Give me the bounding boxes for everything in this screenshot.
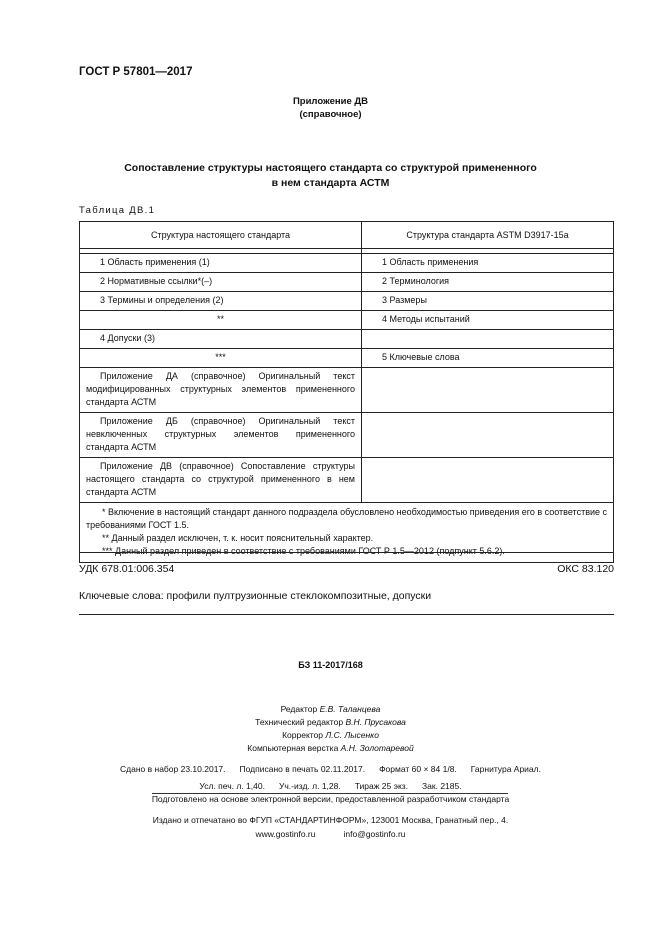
table-row (80, 349, 614, 368)
pub-sheets: Уч.-изд. л. 1,28. (278, 781, 341, 791)
udk-code: УДК 678.01:006.354 (79, 563, 175, 575)
footnote: ** Данный раздел исключен, т. к. носит пояснительный характер. (102, 533, 374, 543)
appendix-label: Приложение ДБ (справочное) Оригинальный текст (100, 416, 355, 426)
structure-comparison-table (79, 221, 614, 563)
column-header-left: Структура настоящего стандарта (80, 222, 362, 249)
table-row (80, 330, 614, 349)
credit-name: А.Н. Золотаревой (340, 743, 414, 753)
row-left-cell: ** (80, 311, 362, 330)
sign-date: Подписано в печать 02.11.2017. (239, 764, 366, 774)
standard-number: ГОСТ Р 57801—2017 (79, 66, 193, 78)
credit-line (0, 704, 661, 714)
table-caption: Таблица ДВ.1 (79, 205, 156, 216)
prepared-note: Подготовлено на основе электронной версии, предоставленной разработчиком стандарта (151, 794, 510, 804)
row-right-cell: 5 Ключевые слова (362, 349, 614, 368)
appendix-description: структуры настоящего стандарта со структурой примененного в нем стандарта АСТМ (86, 461, 355, 497)
oks-code: ОКС 83.120 (557, 563, 614, 575)
credit-role: Редактор (280, 704, 318, 714)
publisher-line: Издано и отпечатано во ФГУП «СТАНДАРТИНФОРМ», 123001 Москва, Гранатный пер., 4. (152, 815, 509, 825)
appendix-description: невключенных структурных элементов примененного стандарта АСТМ (86, 429, 355, 452)
empty-cell (362, 458, 614, 503)
row-right-cell: 3 Размеры (362, 292, 614, 311)
order-number: Зак. 2185. (422, 781, 462, 791)
imprint-line (0, 764, 661, 774)
column-header-right: Структура стандарта ASTM D3917-15a (362, 222, 614, 249)
typeface: Гарнитура Ариал. (470, 764, 541, 774)
footnote: *** Данный раздел приведен в соответствие с требованиями ГОСТ Р 1.5—2012 (подпункт 5.6.2). (102, 546, 505, 556)
print-run: Тираж 25 экз. (354, 781, 409, 791)
appendix-title: Приложение ДВ (292, 96, 369, 107)
appendix-description: модифицированных структурных элементов примененного стандарта АСТМ (86, 384, 355, 407)
row-right-cell: 1 Область применения (362, 254, 614, 273)
appendix-cell (80, 413, 362, 458)
credit-role: Корректор (282, 730, 324, 740)
credit-name: В.Н. Прусакова (345, 717, 406, 727)
table-row (80, 254, 614, 273)
imprint-line (0, 781, 661, 791)
row-left-cell: 4 Допуски (3) (80, 330, 362, 349)
appendix-cell (80, 458, 362, 503)
title-line-1: Сопоставление структуры настоящего стандарта со структурой примененного (124, 162, 537, 174)
credit-role: Компьютерная верстка (247, 743, 339, 753)
table-row (80, 273, 614, 292)
footnote: * Включение в настоящий стандарт данного подраздела обусловлено необходимостью приведения его в соответствие с требованиями ГОСТ 1.5. (86, 507, 608, 530)
appendix-heading (0, 95, 661, 121)
set-date: Сдано в набор 23.10.2017. (120, 764, 226, 774)
keywords: Ключевые слова: профили пултрузионные стеклокомпозитные, допуски (79, 590, 432, 602)
table-row (80, 292, 614, 311)
appendix-type: (справочное) (299, 109, 362, 120)
appendix-row (80, 458, 614, 503)
row-right-cell: 4 Методы испытаний (362, 311, 614, 330)
credit-role: Технический редактор (255, 717, 344, 727)
empty-cell (362, 368, 614, 413)
divider-bottom (79, 614, 614, 615)
row-left-cell: 2 Нормативные ссылки*(–) (80, 273, 362, 292)
credit-line (0, 730, 661, 740)
print-sheets: Усл. печ. л. 1,40. (199, 781, 265, 791)
appendix-label: Приложение ДА (справочное) Оригинальный текст (100, 371, 355, 381)
appendix-cell (80, 368, 362, 413)
title-line-2: в нем стандарта АСТМ (271, 177, 390, 189)
row-left-cell: *** (80, 349, 362, 368)
row-left-cell: 1 Область применения (1) (80, 254, 362, 273)
credit-line (0, 743, 661, 753)
row-left-cell: 3 Термины и определения (2) (80, 292, 362, 311)
table-header-row (80, 222, 614, 249)
website-link[interactable]: www.gostinfo.ru (255, 829, 316, 839)
credit-line (0, 717, 661, 727)
format: Формат 60 × 84 1/8. (379, 764, 457, 774)
divider-top (79, 552, 614, 553)
appendix-main-title (0, 161, 661, 191)
appendix-label: Приложение ДВ (справочное) Сопоставление (100, 461, 306, 471)
table-row (80, 311, 614, 330)
credit-name: Е.В. Таланцева (319, 704, 381, 714)
credit-name: Л.С. Лысенко (325, 730, 379, 740)
appendix-row (80, 413, 614, 458)
footnotes-cell (80, 503, 614, 563)
footnotes-row (80, 503, 614, 563)
contacts-line (0, 829, 661, 839)
appendix-row (80, 368, 614, 413)
row-right-cell: 2 Терминология (362, 273, 614, 292)
bz-number: БЗ 11-2017/168 (298, 660, 363, 670)
empty-cell (362, 413, 614, 458)
email-link[interactable]: info@gostinfo.ru (343, 829, 406, 839)
row-right-cell (362, 330, 614, 349)
